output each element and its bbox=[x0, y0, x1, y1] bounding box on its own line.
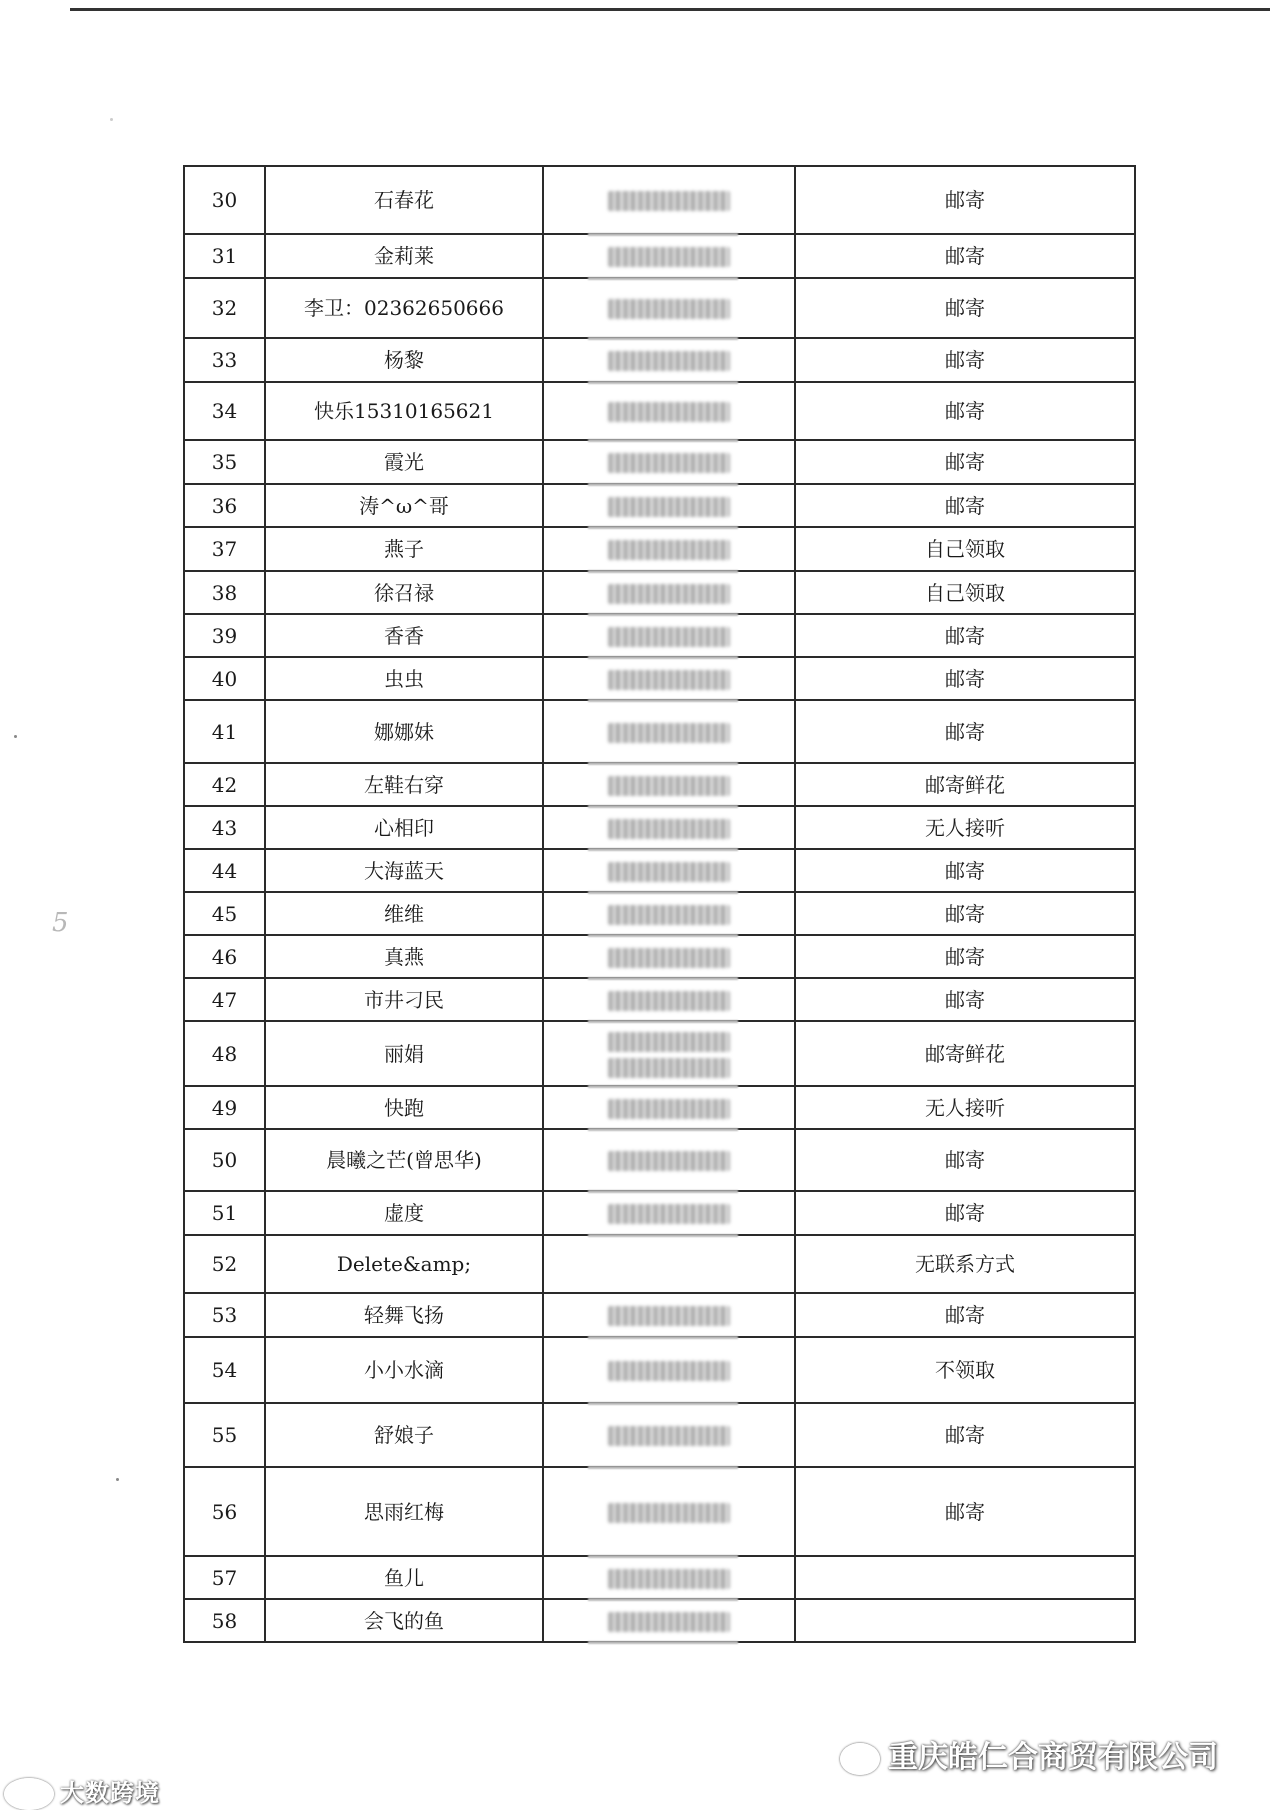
row-name: 快跑 bbox=[265, 1086, 543, 1129]
redacted-phone-blur bbox=[608, 670, 730, 690]
row-phone-redacted bbox=[543, 484, 795, 527]
row-name: 快乐15310165621 bbox=[265, 382, 543, 440]
row-note: 无人接听 bbox=[795, 1086, 1135, 1129]
row-name: 娜娜妹 bbox=[265, 700, 543, 763]
redaction-underline bbox=[588, 1641, 738, 1644]
row-note: 邮寄 bbox=[795, 935, 1135, 978]
row-phone-redacted bbox=[543, 700, 795, 763]
table-row bbox=[184, 806, 1135, 849]
row-name: 维维 bbox=[265, 892, 543, 935]
row-name: 香香 bbox=[265, 614, 543, 657]
row-note: 邮寄鲜花 bbox=[795, 1021, 1135, 1086]
row-note: 不领取 bbox=[795, 1337, 1135, 1403]
row-number: 57 bbox=[184, 1556, 265, 1599]
redacted-phone-blur bbox=[608, 247, 730, 267]
redacted-phone-blur bbox=[608, 991, 730, 1011]
row-note: 自己领取 bbox=[795, 571, 1135, 614]
row-number: 49 bbox=[184, 1086, 265, 1129]
row-name: 杨黎 bbox=[265, 338, 543, 382]
row-name: Delete&amp; bbox=[265, 1235, 543, 1293]
table-row bbox=[184, 1086, 1135, 1129]
row-note: 邮寄 bbox=[795, 338, 1135, 382]
row-note: 邮寄 bbox=[795, 484, 1135, 527]
row-note: 邮寄 bbox=[795, 1293, 1135, 1337]
row-number: 38 bbox=[184, 571, 265, 614]
row-name: 轻舞飞扬 bbox=[265, 1293, 543, 1337]
row-number: 55 bbox=[184, 1403, 265, 1467]
row-phone-redacted bbox=[543, 763, 795, 806]
row-phone-redacted bbox=[543, 338, 795, 382]
table-row bbox=[184, 849, 1135, 892]
row-number: 56 bbox=[184, 1467, 265, 1556]
scan-speck bbox=[14, 735, 17, 738]
watermark-site bbox=[4, 1773, 160, 1810]
table-row bbox=[184, 1599, 1135, 1642]
row-note: 邮寄 bbox=[795, 978, 1135, 1021]
row-name: 小小水滴 bbox=[265, 1337, 543, 1403]
row-phone-redacted bbox=[543, 1129, 795, 1191]
table-row bbox=[184, 1191, 1135, 1235]
row-note bbox=[795, 1599, 1135, 1642]
table-row bbox=[184, 166, 1135, 234]
row-note: 邮寄 bbox=[795, 382, 1135, 440]
row-number: 33 bbox=[184, 338, 265, 382]
redacted-phone-blur bbox=[608, 584, 730, 604]
watermark-company-text: 重庆皓仁合商贸有限公司 bbox=[888, 1740, 1218, 1775]
row-phone-redacted bbox=[543, 657, 795, 700]
row-phone-redacted bbox=[543, 1467, 795, 1556]
row-name: 虚度 bbox=[265, 1191, 543, 1235]
row-phone-redacted bbox=[543, 614, 795, 657]
redacted-phone-blur bbox=[608, 1426, 730, 1446]
margin-pencil-mark: 5 bbox=[52, 908, 69, 938]
table-row bbox=[184, 892, 1135, 935]
row-phone-redacted bbox=[543, 849, 795, 892]
row-phone-redacted bbox=[543, 892, 795, 935]
table-row bbox=[184, 657, 1135, 700]
row-note: 邮寄 bbox=[795, 657, 1135, 700]
row-number: 41 bbox=[184, 700, 265, 763]
row-name: 心相印 bbox=[265, 806, 543, 849]
table-row bbox=[184, 978, 1135, 1021]
table-row bbox=[184, 1129, 1135, 1191]
table-row bbox=[184, 1403, 1135, 1467]
table-row bbox=[184, 440, 1135, 484]
row-number: 48 bbox=[184, 1021, 265, 1086]
row-name: 真燕 bbox=[265, 935, 543, 978]
row-note: 邮寄鲜花 bbox=[795, 763, 1135, 806]
row-number: 52 bbox=[184, 1235, 265, 1293]
row-number: 51 bbox=[184, 1191, 265, 1235]
redacted-phone-blur bbox=[608, 497, 730, 517]
row-note: 邮寄 bbox=[795, 1467, 1135, 1556]
redacted-phone-blur bbox=[608, 1306, 730, 1326]
row-name: 市井刁民 bbox=[265, 978, 543, 1021]
redacted-phone-blur bbox=[608, 1612, 730, 1632]
row-phone-redacted bbox=[543, 571, 795, 614]
redacted-phone-blur bbox=[608, 1058, 730, 1078]
row-number: 35 bbox=[184, 440, 265, 484]
row-name: 金莉莱 bbox=[265, 234, 543, 278]
row-name: 涛^ω^哥 bbox=[265, 484, 543, 527]
row-phone-redacted bbox=[543, 382, 795, 440]
row-phone-redacted bbox=[543, 978, 795, 1021]
row-number: 32 bbox=[184, 278, 265, 338]
row-note: 邮寄 bbox=[795, 166, 1135, 234]
table-row bbox=[184, 382, 1135, 440]
row-phone-redacted bbox=[543, 440, 795, 484]
row-number: 39 bbox=[184, 614, 265, 657]
row-name: 霞光 bbox=[265, 440, 543, 484]
row-note: 邮寄 bbox=[795, 892, 1135, 935]
redacted-phone-blur bbox=[608, 402, 730, 422]
row-number: 31 bbox=[184, 234, 265, 278]
row-note: 邮寄 bbox=[795, 1191, 1135, 1235]
row-number: 50 bbox=[184, 1129, 265, 1191]
table-row bbox=[184, 484, 1135, 527]
row-phone-redacted bbox=[543, 935, 795, 978]
row-number: 47 bbox=[184, 978, 265, 1021]
row-note bbox=[795, 1556, 1135, 1599]
redacted-phone-blur bbox=[608, 351, 730, 371]
row-name: 徐召禄 bbox=[265, 571, 543, 614]
roster-body bbox=[184, 166, 1135, 1642]
row-name: 鱼儿 bbox=[265, 1556, 543, 1599]
row-note: 邮寄 bbox=[795, 614, 1135, 657]
row-phone-redacted bbox=[543, 1293, 795, 1337]
row-name: 舒娘子 bbox=[265, 1403, 543, 1467]
redacted-phone-blur bbox=[608, 776, 730, 796]
row-note: 邮寄 bbox=[795, 234, 1135, 278]
row-name: 大海蓝天 bbox=[265, 849, 543, 892]
redacted-phone-blur bbox=[608, 453, 730, 473]
row-name: 晨曦之芒(曾思华) bbox=[265, 1129, 543, 1191]
row-note: 邮寄 bbox=[795, 440, 1135, 484]
table-row bbox=[184, 935, 1135, 978]
redacted-phone-blur bbox=[608, 1032, 730, 1052]
table-row bbox=[184, 1467, 1135, 1556]
row-note: 邮寄 bbox=[795, 849, 1135, 892]
roster-table bbox=[183, 165, 1136, 1643]
row-name: 会飞的鱼 bbox=[265, 1599, 543, 1642]
row-name: 李卫：02362650666 bbox=[265, 278, 543, 338]
row-number: 44 bbox=[184, 849, 265, 892]
row-note: 邮寄 bbox=[795, 1129, 1135, 1191]
row-number: 54 bbox=[184, 1337, 265, 1403]
watermark-site-text: 大数跨境 bbox=[60, 1779, 160, 1807]
redacted-phone-blur bbox=[608, 1204, 730, 1224]
table-row bbox=[184, 763, 1135, 806]
redacted-phone-blur bbox=[608, 819, 730, 839]
scan-speck bbox=[116, 1478, 119, 1481]
redacted-phone-blur bbox=[608, 1569, 730, 1589]
top-rule bbox=[70, 8, 1270, 11]
redacted-phone-blur bbox=[608, 948, 730, 968]
row-phone-redacted bbox=[543, 1337, 795, 1403]
table-row bbox=[184, 700, 1135, 763]
redacted-phone-blur bbox=[608, 540, 730, 560]
row-note: 邮寄 bbox=[795, 700, 1135, 763]
row-phone-redacted bbox=[543, 527, 795, 571]
row-phone-redacted bbox=[543, 278, 795, 338]
row-number: 34 bbox=[184, 382, 265, 440]
row-phone-redacted bbox=[543, 1021, 795, 1086]
table-row bbox=[184, 1293, 1135, 1337]
wechat-icon bbox=[840, 1743, 880, 1775]
row-number: 45 bbox=[184, 892, 265, 935]
row-number: 30 bbox=[184, 166, 265, 234]
redacted-phone-blur bbox=[608, 1361, 730, 1381]
redacted-phone-blur bbox=[608, 299, 730, 319]
row-number: 42 bbox=[184, 763, 265, 806]
watermark-company bbox=[840, 1732, 1218, 1776]
redacted-phone-blur bbox=[608, 862, 730, 882]
table-row bbox=[184, 571, 1135, 614]
row-number: 40 bbox=[184, 657, 265, 700]
table-row bbox=[184, 1556, 1135, 1599]
row-name: 丽娟 bbox=[265, 1021, 543, 1086]
redacted-phone-blur bbox=[608, 191, 730, 211]
redacted-phone-blur bbox=[608, 1503, 730, 1523]
row-phone-redacted bbox=[543, 1403, 795, 1467]
row-phone-redacted bbox=[543, 806, 795, 849]
table-row bbox=[184, 527, 1135, 571]
row-phone-redacted bbox=[543, 1086, 795, 1129]
row-note: 无人接听 bbox=[795, 806, 1135, 849]
scan-speck bbox=[110, 118, 113, 121]
table-row bbox=[184, 234, 1135, 278]
row-phone-redacted bbox=[543, 1599, 795, 1642]
row-phone-redacted bbox=[543, 1556, 795, 1599]
row-number: 46 bbox=[184, 935, 265, 978]
row-phone-redacted bbox=[543, 1235, 795, 1293]
row-note: 无联系方式 bbox=[795, 1235, 1135, 1293]
redacted-phone-blur bbox=[608, 627, 730, 647]
row-name: 思雨红梅 bbox=[265, 1467, 543, 1556]
table-row bbox=[184, 1337, 1135, 1403]
site-logo-icon bbox=[4, 1778, 54, 1810]
table-row bbox=[184, 1235, 1135, 1293]
row-phone-redacted bbox=[543, 234, 795, 278]
row-number: 53 bbox=[184, 1293, 265, 1337]
row-name: 虫虫 bbox=[265, 657, 543, 700]
redacted-phone-blur bbox=[608, 1151, 730, 1171]
row-name: 燕子 bbox=[265, 527, 543, 571]
row-number: 58 bbox=[184, 1599, 265, 1642]
table-row bbox=[184, 278, 1135, 338]
row-phone-redacted bbox=[543, 1191, 795, 1235]
redacted-phone-blur bbox=[608, 1099, 730, 1119]
redacted-phone-blur bbox=[608, 723, 730, 743]
row-note: 邮寄 bbox=[795, 278, 1135, 338]
row-name: 石春花 bbox=[265, 166, 543, 234]
row-name: 左鞋右穿 bbox=[265, 763, 543, 806]
row-note: 邮寄 bbox=[795, 1403, 1135, 1467]
table-row bbox=[184, 338, 1135, 382]
table-row bbox=[184, 1021, 1135, 1086]
row-note: 自己领取 bbox=[795, 527, 1135, 571]
row-number: 37 bbox=[184, 527, 265, 571]
row-number: 43 bbox=[184, 806, 265, 849]
row-number: 36 bbox=[184, 484, 265, 527]
table-row bbox=[184, 614, 1135, 657]
row-phone-redacted bbox=[543, 166, 795, 234]
redacted-phone-blur bbox=[608, 905, 730, 925]
